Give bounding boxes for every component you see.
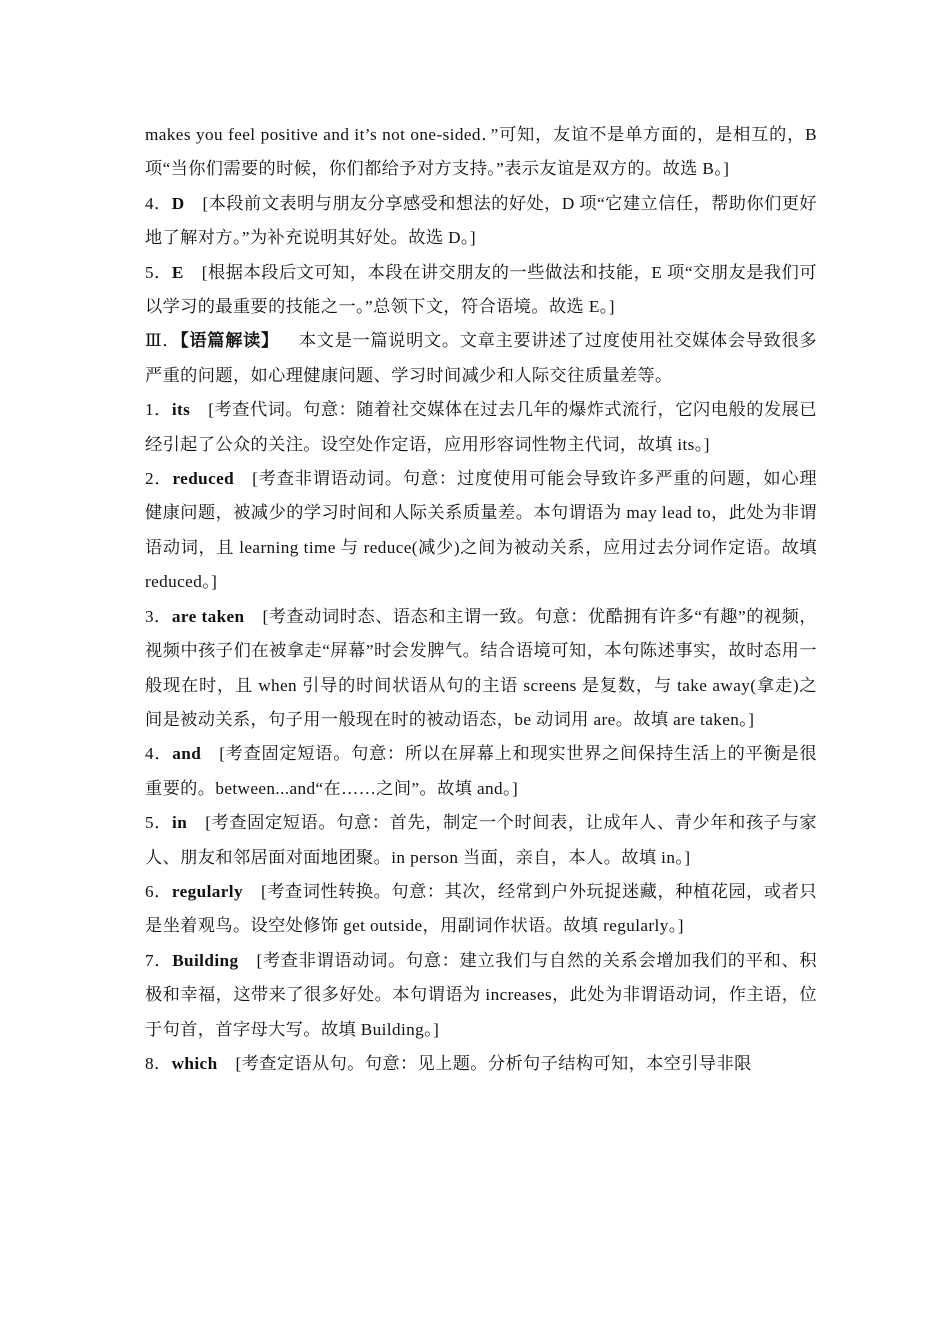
item-number: 7．: [145, 950, 173, 970]
item-explanation: [考查代词。句意：随着社交媒体在过去几年的爆炸式流行，它闪电般的发展已经引起了公众的关注。设空处作定语，应用形容词性物主代词，故填 its。]: [145, 400, 817, 454]
item-answer: E: [171, 262, 184, 282]
answer-item-5: [145, 256, 817, 325]
item-number: 2．: [145, 469, 173, 489]
item-number: 6．: [145, 881, 172, 901]
answer-item: [145, 462, 817, 600]
section-intro: [145, 324, 817, 393]
item-explanation: [考查定语从句。句意：见上题。分析句子结构可知，本空引导非限: [235, 1053, 752, 1073]
item-number: 5．: [145, 813, 173, 833]
answer-item: [145, 393, 817, 462]
section-number: Ⅲ．: [145, 331, 181, 351]
section-heading: 【语篇解读】: [180, 331, 279, 351]
item-number: 8．: [145, 1053, 172, 1073]
item-number: 3．: [145, 606, 172, 626]
answer-item: [145, 944, 817, 1047]
answer-item-4: [145, 187, 817, 256]
item-answer: its: [171, 400, 191, 420]
item-number: 4．: [145, 744, 173, 764]
answer-item: [145, 737, 817, 806]
item-explanation: [本段前文表明与朋友分享感受和想法的好处，D 项“它建立信任，帮助你们更好地了解对方。”为补充说明其好处。故选 D。]: [145, 193, 817, 248]
item-answer: and: [172, 744, 202, 764]
item-number: 5．: [145, 262, 172, 282]
item-explanation: [考查动词时态、语态和主谓一致。句意：优酷拥有许多“有趣”的视频，视频中孩子们在被拿走“屏幕”时会发脾气。结合语境可知，本句陈述事实，故时态用一般现在时，且 when 引导的时间状语从句的主语 screens 是复数，与 take away(拿走)之间是被动关系，句子用一般现在时的被动语态，be 动词用 are。故填 are taken。]: [145, 606, 817, 729]
answer-item: [145, 875, 817, 944]
item-answer: are taken: [171, 606, 245, 626]
item-explanation: [考查词性转换。句意：其次，经常到户外玩捉迷藏，种植花园，或者只是坐着观鸟。设空处修饰 get outside，用副词作状语。故填 regularly。]: [145, 881, 817, 936]
answer-item: [145, 806, 817, 875]
item-explanation: [考查非谓语动词。句意：建立我们与自然的关系会增加我们的平和、积极和幸福，这带来了很多好处。本句谓语为 increases，此处为非谓语动词，作主语，位于句首，首字母大写。故填 Building。]: [145, 950, 817, 1039]
item-answer: in: [172, 813, 188, 833]
item-explanation: [考查固定短语。句意：首先，制定一个时间表，让成年人、青少年和孩子与家人、朋友和邻居面对面地团聚。in person 当面，亲自，本人。故填 in。]: [145, 813, 817, 867]
item-number: 4．: [145, 193, 172, 213]
paragraph-text: makes you feel positive and it’s not one-sided．”可知，友谊不是单方面的，是相互的，B 项“当你们需要的时候，你们都给予对方支持。”表示友谊是双方的。故选 B。]: [145, 125, 817, 179]
item-answer: reduced: [172, 469, 235, 489]
item-answer: D: [171, 193, 185, 213]
item-answer: Building: [172, 950, 239, 970]
continued-explanation: [145, 118, 817, 187]
item-explanation: [根据本段后文可知，本段在讲交朋友的一些做法和技能，E 项“交朋友是我们可以学习的最重要的技能之一。”总领下文，符合语境。故选 E。]: [145, 262, 817, 317]
item-answer: regularly: [171, 881, 243, 901]
answer-item: [145, 1047, 817, 1081]
item-answer: which: [171, 1053, 218, 1073]
item-explanation: [考查固定短语。句意：所以在屏幕上和现实世界之间保持生活上的平衡是很重要的。between...and“在……之间”。故填 and。]: [145, 744, 817, 798]
document-page: [145, 118, 817, 1081]
section-summary: 本文是一篇说明文。文章主要讲述了过度使用社交媒体会导致很多严重的问题，如心理健康问题、学习时间减少和人际交往质量差等。: [145, 331, 817, 385]
item-explanation: [考查非谓语动词。句意：过度使用可能会导致许多严重的问题，如心理健康问题，被减少的学习时间和人际关系质量差。本句谓语为 may lead to，此处为非谓语动词，且 learning time 与 reduce(减少)之间为被动关系，应用过去分词作定语。故填 reduced。]: [145, 469, 817, 592]
item-number: 1．: [145, 400, 172, 420]
answer-item: [145, 600, 817, 738]
